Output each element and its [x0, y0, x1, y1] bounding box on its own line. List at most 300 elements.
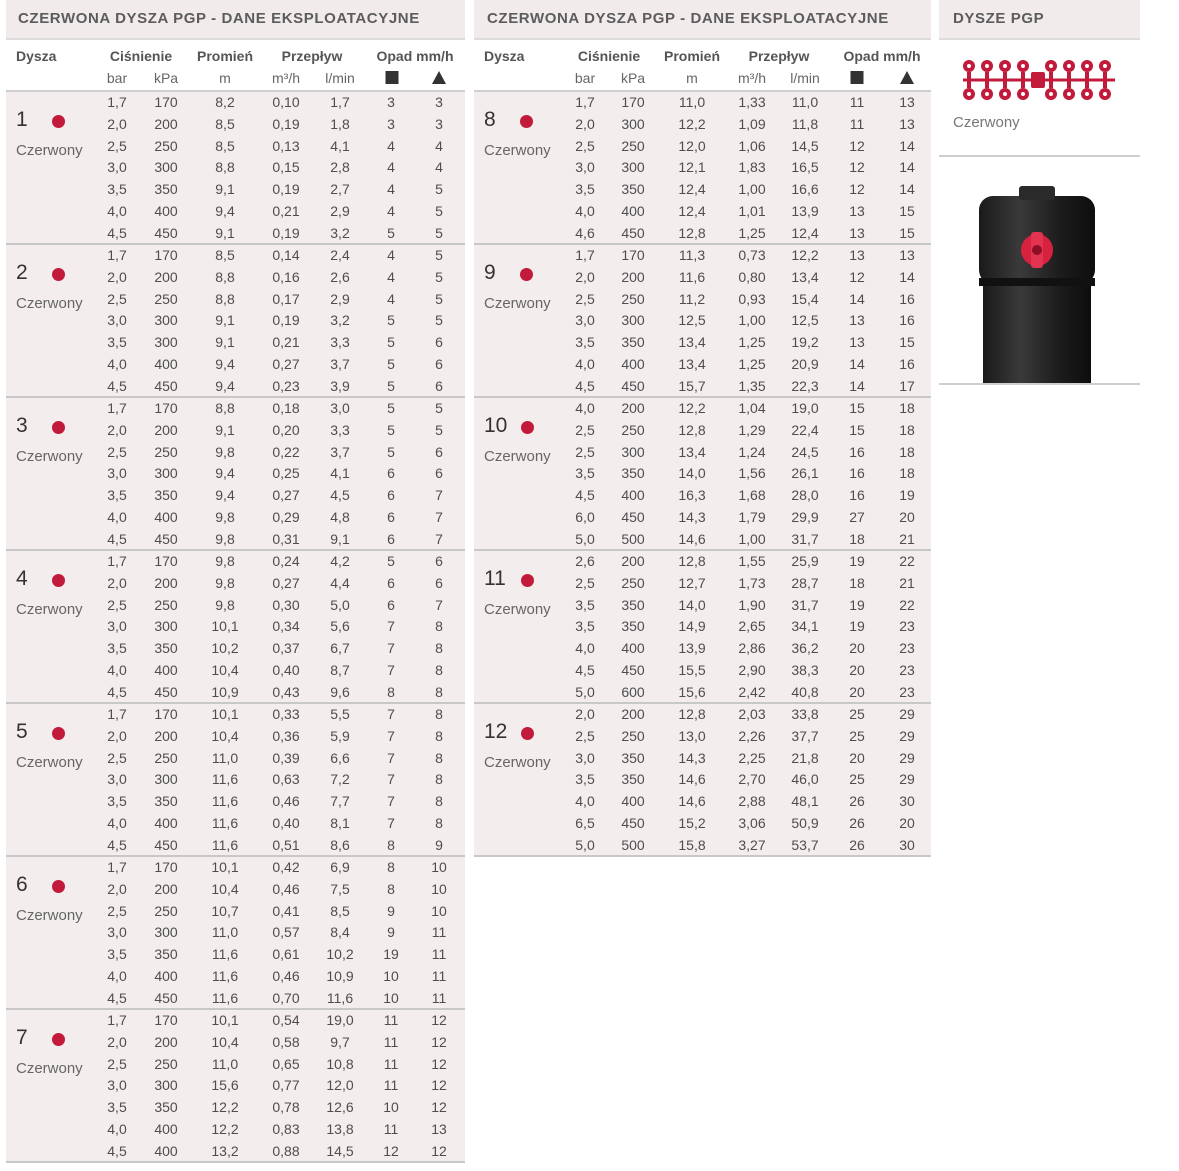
table-cell: 14 — [849, 377, 865, 394]
table-cell: 2,0 — [575, 706, 595, 722]
table-row — [474, 551, 931, 573]
nozzle-color-caption: Czerwony — [953, 114, 1020, 131]
table-row — [6, 157, 465, 179]
table-cell: 4,1 — [330, 137, 350, 154]
table-cell: 18 — [849, 574, 865, 591]
table-cell: 0,63 — [272, 771, 300, 788]
table-cell: 8,8 — [215, 290, 235, 307]
table-cell: 53,7 — [791, 836, 819, 853]
table-cell: 3,0 — [107, 159, 127, 176]
table-cell: 10,9 — [211, 683, 239, 700]
table-cell: 5 — [435, 421, 443, 438]
nozzle-group — [6, 92, 465, 245]
table-cell: 300 — [154, 1077, 178, 1094]
table-cell: 3,5 — [107, 1099, 127, 1116]
table-cell: 10,2 — [211, 640, 239, 657]
table-cell: 0,43 — [272, 683, 300, 700]
table-cell: 0,19 — [272, 312, 300, 329]
table-cell: 0,15 — [272, 159, 300, 176]
table-cell: 15 — [899, 224, 915, 241]
table-cell: 14 — [899, 268, 915, 285]
table-cell: 11,0 — [211, 749, 239, 766]
table-cell: 170 — [154, 859, 178, 875]
table-cell: 0,25 — [272, 465, 300, 482]
table-cell: 15,8 — [678, 836, 706, 853]
table-row — [6, 267, 465, 289]
table-cell: 12,4 — [678, 203, 706, 219]
table-cell: 18 — [849, 530, 865, 547]
nozzle-color-label: Czerwony — [16, 1060, 83, 1077]
table-cell: 12 — [849, 268, 865, 285]
header-lmin: l/min — [325, 70, 355, 86]
table-cell: 4,6 — [575, 224, 595, 241]
table-cell: 1,83 — [738, 159, 766, 176]
table-cell: 12,4 — [791, 224, 819, 241]
table-cell: 4,0 — [575, 203, 595, 219]
nozzle-color-label: Czerwony — [16, 142, 83, 159]
table-cell: 2,5 — [107, 749, 127, 766]
table-cell: 2,5 — [575, 727, 595, 744]
table-cell: 10,4 — [211, 727, 239, 744]
table-cell: 400 — [621, 793, 645, 810]
table-cell: 12 — [431, 1012, 447, 1028]
nozzle-number: 2 — [16, 261, 28, 284]
table-cell: 7 — [435, 487, 443, 504]
table-cell: 5 — [387, 377, 395, 394]
table-row — [6, 1075, 465, 1097]
table-cell: 24,5 — [791, 443, 819, 460]
table-cell: 20 — [849, 683, 865, 700]
header-przeplyw: Przepływ — [281, 48, 343, 64]
table-cell: 4,5 — [107, 224, 127, 241]
table-cell: 12 — [431, 1055, 447, 1072]
table-cell: 12,2 — [791, 247, 819, 263]
table-cell: 0,77 — [272, 1077, 300, 1094]
table-cell: 1,29 — [738, 421, 766, 438]
table-row — [6, 616, 465, 638]
table-cell: 1,33 — [738, 94, 766, 110]
table-cell: 11 — [383, 1121, 399, 1137]
table-cell: 11 — [383, 1033, 399, 1050]
table-cell: 1,35 — [738, 377, 766, 394]
table-cell: 9 — [435, 836, 443, 853]
table-cell: 0,27 — [272, 356, 300, 372]
table-cell: 11,6 — [211, 968, 239, 984]
table-cell: 2,5 — [107, 290, 127, 307]
table-cell: 26 — [849, 793, 865, 810]
table-cell: 5,5 — [330, 706, 350, 722]
table-cell: 16 — [899, 356, 915, 372]
sprinkler-image — [975, 186, 1099, 384]
table-cell: 1,7 — [575, 247, 595, 263]
table-cell: 2,0 — [107, 880, 127, 897]
table-cell: 7 — [387, 706, 395, 722]
table-cell: 16 — [849, 443, 865, 460]
table-row — [6, 813, 465, 835]
table-row — [6, 704, 465, 726]
table-row — [474, 114, 931, 136]
table-cell: 170 — [621, 94, 645, 110]
table-cell: 8,4 — [330, 924, 350, 941]
table-cell: 3,5 — [107, 946, 127, 963]
table-cell: 1,09 — [738, 115, 766, 132]
table-cell: 9,1 — [330, 530, 350, 547]
table-cell: 450 — [154, 224, 178, 241]
nozzle-group — [474, 551, 931, 704]
table-cell: 12,1 — [678, 159, 706, 176]
table-cell: 0,31 — [272, 530, 300, 547]
table-cell: 28,0 — [791, 487, 819, 504]
table-cell: 9,1 — [215, 312, 235, 329]
table-cell: 9 — [387, 924, 395, 941]
table-cell: 19 — [383, 946, 399, 963]
table-cell: 250 — [154, 749, 178, 766]
table-cell: 4,5 — [107, 1142, 127, 1159]
table-cell: 0,65 — [272, 1055, 300, 1072]
table-cell: 12 — [431, 1142, 447, 1159]
header-bar: bar — [574, 70, 596, 86]
table-row — [474, 726, 931, 748]
table-cell: 0,21 — [272, 203, 300, 219]
table-cell: 0,30 — [272, 596, 300, 613]
table-cell: 1,06 — [738, 137, 766, 154]
table-cell: 10,2 — [326, 946, 354, 963]
table-row — [474, 420, 931, 442]
table-cell: 450 — [154, 683, 178, 700]
table-cell: 14,9 — [678, 618, 706, 635]
nozzle-color-label: Czerwony — [484, 448, 551, 465]
table-cell: 9,1 — [215, 224, 235, 241]
table-cell: 6,5 — [575, 815, 595, 831]
table-cell: 450 — [154, 989, 178, 1006]
table-cell: 350 — [621, 749, 645, 766]
table-cell: 0,41 — [272, 902, 300, 919]
table-cell: 0,27 — [272, 574, 300, 591]
table-cell: 250 — [621, 421, 645, 438]
table-cell: 19 — [849, 618, 865, 635]
table-cell: 8 — [435, 640, 443, 657]
table-cell: 9,1 — [215, 334, 235, 351]
table-cell: 8 — [435, 662, 443, 678]
header-lmin: l/min — [790, 70, 820, 86]
table-cell: 12 — [849, 181, 865, 198]
table-cell: 11 — [431, 946, 447, 963]
table-cell: 1,00 — [738, 530, 766, 547]
table-cell: 13,9 — [678, 640, 706, 657]
table-row — [474, 835, 931, 857]
table-cell: 7 — [387, 749, 395, 766]
header-dysza: Dysza — [16, 48, 57, 64]
table-row — [6, 201, 465, 223]
table-cell: 6 — [435, 356, 443, 372]
table-cell: 12 — [849, 159, 865, 176]
table-cell: 3,5 — [575, 771, 595, 788]
table-cell: 250 — [154, 902, 178, 919]
table-cell: 450 — [621, 815, 645, 831]
table-cell: 400 — [621, 203, 645, 219]
table-cell: 13 — [899, 115, 915, 132]
table-cell: 5,6 — [330, 618, 350, 635]
table-cell: 8,7 — [330, 662, 350, 678]
table-cell: 9,4 — [215, 465, 235, 482]
table-cell: 10 — [431, 880, 447, 897]
middle-groups — [474, 92, 931, 857]
table-row — [6, 638, 465, 660]
table-cell: 14 — [899, 181, 915, 198]
table-cell: 350 — [621, 465, 645, 482]
table-cell: 14,6 — [678, 793, 706, 810]
table-cell: 7,5 — [330, 880, 350, 897]
table-cell: 300 — [154, 159, 178, 176]
table-cell: 5,0 — [575, 683, 595, 700]
table-cell: 170 — [154, 400, 178, 416]
table-cell: 10,4 — [211, 1033, 239, 1050]
table-cell: 12 — [431, 1077, 447, 1094]
table-cell: 10,1 — [211, 618, 239, 635]
table-cell: 250 — [621, 574, 645, 591]
table-cell: 6,9 — [330, 859, 350, 875]
table-cell: 200 — [621, 706, 645, 722]
table-cell: 7 — [387, 815, 395, 831]
table-cell: 0,83 — [272, 1121, 300, 1137]
table-cell: 6 — [387, 530, 395, 547]
table-row — [474, 638, 931, 660]
left-table-header — [6, 40, 465, 92]
table-cell: 2,9 — [330, 203, 350, 219]
table-cell: 9,8 — [215, 509, 235, 525]
table-cell: 0,24 — [272, 553, 300, 569]
table-cell: 25,9 — [791, 553, 819, 569]
table-cell: 2,03 — [738, 706, 766, 722]
header-promien: Promień — [196, 48, 254, 64]
table-cell: 4,2 — [330, 553, 350, 569]
table-cell: 9,8 — [215, 553, 235, 569]
table-cell: 1,68 — [738, 487, 766, 504]
table-cell: 3,5 — [107, 334, 127, 351]
table-cell: 10 — [383, 1099, 399, 1116]
table-cell: 11,6 — [326, 989, 354, 1006]
table-cell: 2,0 — [107, 268, 127, 285]
table-cell: 4 — [435, 159, 443, 176]
table-row — [6, 289, 465, 311]
table-cell: 7 — [435, 530, 443, 547]
table-cell: 10,1 — [211, 1012, 239, 1028]
table-cell: 1,90 — [738, 596, 766, 613]
table-row — [474, 485, 931, 507]
table-cell: 11,6 — [211, 989, 239, 1006]
table-row — [6, 92, 465, 114]
table-row — [6, 988, 465, 1010]
table-row — [6, 879, 465, 901]
table-cell: 0,46 — [272, 968, 300, 984]
table-cell: 400 — [154, 509, 178, 525]
table-cell: 16 — [899, 312, 915, 329]
table-cell: 40,8 — [791, 683, 819, 700]
table-cell: 8 — [435, 706, 443, 722]
table-cell: 450 — [621, 509, 645, 525]
table-cell: 8,2 — [215, 94, 235, 110]
table-cell: 7 — [435, 509, 443, 525]
table-cell: 2,0 — [107, 421, 127, 438]
table-cell: 8 — [387, 683, 395, 700]
table-cell: 0,73 — [738, 247, 766, 263]
header-promien: Promień — [663, 48, 721, 64]
left-data-panel — [6, 0, 465, 1163]
table-cell: 2,88 — [738, 793, 766, 810]
table-cell: 1,56 — [738, 465, 766, 482]
table-cell: 3,0 — [575, 312, 595, 329]
table-cell: 5,0 — [575, 530, 595, 547]
table-cell: 14,5 — [791, 137, 819, 154]
nozzle-number: 10 — [484, 414, 508, 437]
table-row — [6, 966, 465, 988]
table-cell: 350 — [154, 640, 178, 657]
table-row — [474, 748, 931, 770]
table-cell: 9,4 — [215, 356, 235, 372]
table-cell: 8,6 — [330, 836, 350, 853]
table-cell: 50,9 — [791, 815, 819, 831]
table-cell: 170 — [154, 706, 178, 722]
table-row — [474, 769, 931, 791]
table-cell: 6 — [435, 443, 443, 460]
table-cell: 5,0 — [575, 836, 595, 853]
table-row — [474, 245, 931, 267]
table-cell: 350 — [154, 487, 178, 504]
table-cell: 6 — [387, 574, 395, 591]
table-cell: 12,0 — [326, 1077, 354, 1094]
table-cell: 0,61 — [272, 946, 300, 963]
table-cell: 5 — [435, 203, 443, 219]
table-cell: 4,0 — [575, 356, 595, 372]
table-cell: 15 — [899, 203, 915, 219]
nozzle-number: 7 — [16, 1026, 28, 1049]
table-cell: 0,51 — [272, 836, 300, 853]
table-cell: 5 — [435, 247, 443, 263]
table-cell: 350 — [154, 1099, 178, 1116]
table-cell: 19,2 — [791, 334, 819, 351]
square-icon — [851, 71, 864, 87]
table-cell: 18 — [899, 443, 915, 460]
table-cell: 12,8 — [678, 224, 706, 241]
table-cell: 2,0 — [575, 268, 595, 285]
table-cell: 1,7 — [107, 1012, 127, 1028]
table-cell: 0,19 — [272, 181, 300, 198]
table-cell: 1,24 — [738, 443, 766, 460]
table-cell: 6,6 — [330, 749, 350, 766]
table-cell: 5 — [435, 268, 443, 285]
table-cell: 11 — [431, 924, 447, 941]
table-cell: 6 — [387, 465, 395, 482]
table-row — [6, 310, 465, 332]
table-cell: 7,2 — [330, 771, 350, 788]
nozzle-color-label: Czerwony — [484, 142, 551, 159]
table-row — [6, 485, 465, 507]
table-cell: 4,0 — [107, 356, 127, 372]
table-cell: 20 — [849, 662, 865, 678]
table-cell: 3,5 — [107, 181, 127, 198]
table-cell: 19 — [849, 596, 865, 613]
table-cell: 450 — [154, 530, 178, 547]
table-cell: 2,0 — [107, 574, 127, 591]
table-cell: 21 — [899, 574, 915, 591]
table-row — [6, 748, 465, 770]
table-cell: 200 — [154, 421, 178, 438]
table-cell: 23 — [899, 662, 915, 678]
table-cell: 5 — [387, 421, 395, 438]
table-cell: 4,5 — [575, 662, 595, 678]
nozzle-group — [474, 92, 931, 245]
table-cell: 200 — [154, 880, 178, 897]
table-cell: 600 — [621, 683, 645, 700]
table-cell: 48,1 — [791, 793, 819, 810]
table-cell: 14 — [849, 356, 865, 372]
table-cell: 2,65 — [738, 618, 766, 635]
table-cell: 11 — [849, 115, 865, 132]
table-cell: 350 — [621, 596, 645, 613]
table-cell: 3 — [387, 94, 395, 110]
table-cell: 13,4 — [678, 356, 706, 372]
table-cell: 11 — [383, 1055, 399, 1072]
table-row — [474, 267, 931, 289]
table-cell: 4,1 — [330, 465, 350, 482]
table-cell: 10,8 — [326, 1055, 354, 1072]
table-cell: 0,40 — [272, 815, 300, 831]
table-cell: 0,93 — [738, 290, 766, 307]
table-cell: 300 — [621, 159, 645, 176]
table-cell: 4,5 — [330, 487, 350, 504]
table-cell: 29 — [899, 706, 915, 722]
table-cell: 2,5 — [107, 443, 127, 460]
table-row — [474, 463, 931, 485]
table-cell: 26 — [849, 815, 865, 831]
table-cell: 8 — [435, 683, 443, 700]
table-cell: 4 — [387, 159, 395, 176]
table-row — [474, 660, 931, 682]
table-cell: 2,4 — [330, 247, 350, 263]
table-cell: 12,5 — [678, 312, 706, 329]
table-cell: 29,9 — [791, 509, 819, 525]
table-row — [474, 289, 931, 311]
table-cell: 22,4 — [791, 421, 819, 438]
table-row — [474, 179, 931, 201]
table-row — [6, 573, 465, 595]
table-row — [474, 376, 931, 398]
table-cell: 2,5 — [107, 902, 127, 919]
right-panel-title: DYSZE PGP — [939, 0, 1140, 40]
table-cell: 14,6 — [678, 530, 706, 547]
table-cell: 36,2 — [791, 640, 819, 657]
table-cell: 2,5 — [107, 596, 127, 613]
header-cisnienie: Ciśnienie — [109, 48, 173, 64]
table-cell: 350 — [154, 181, 178, 198]
table-cell: 7 — [387, 771, 395, 788]
table-row — [474, 223, 931, 245]
nozzle-tree-image — [959, 56, 1119, 106]
table-cell: 10,4 — [211, 880, 239, 897]
table-cell: 0,27 — [272, 487, 300, 504]
nozzle-group — [6, 1010, 465, 1163]
table-cell: 300 — [154, 924, 178, 941]
table-cell: 25 — [849, 727, 865, 744]
table-cell: 2,5 — [107, 137, 127, 154]
table-cell: 7 — [435, 596, 443, 613]
table-cell: 11,6 — [211, 771, 239, 788]
table-cell: 14,3 — [678, 509, 706, 525]
table-cell: 170 — [154, 94, 178, 110]
table-cell: 1,8 — [330, 115, 350, 132]
table-cell: 7,7 — [330, 793, 350, 810]
table-cell: 2,5 — [575, 137, 595, 154]
